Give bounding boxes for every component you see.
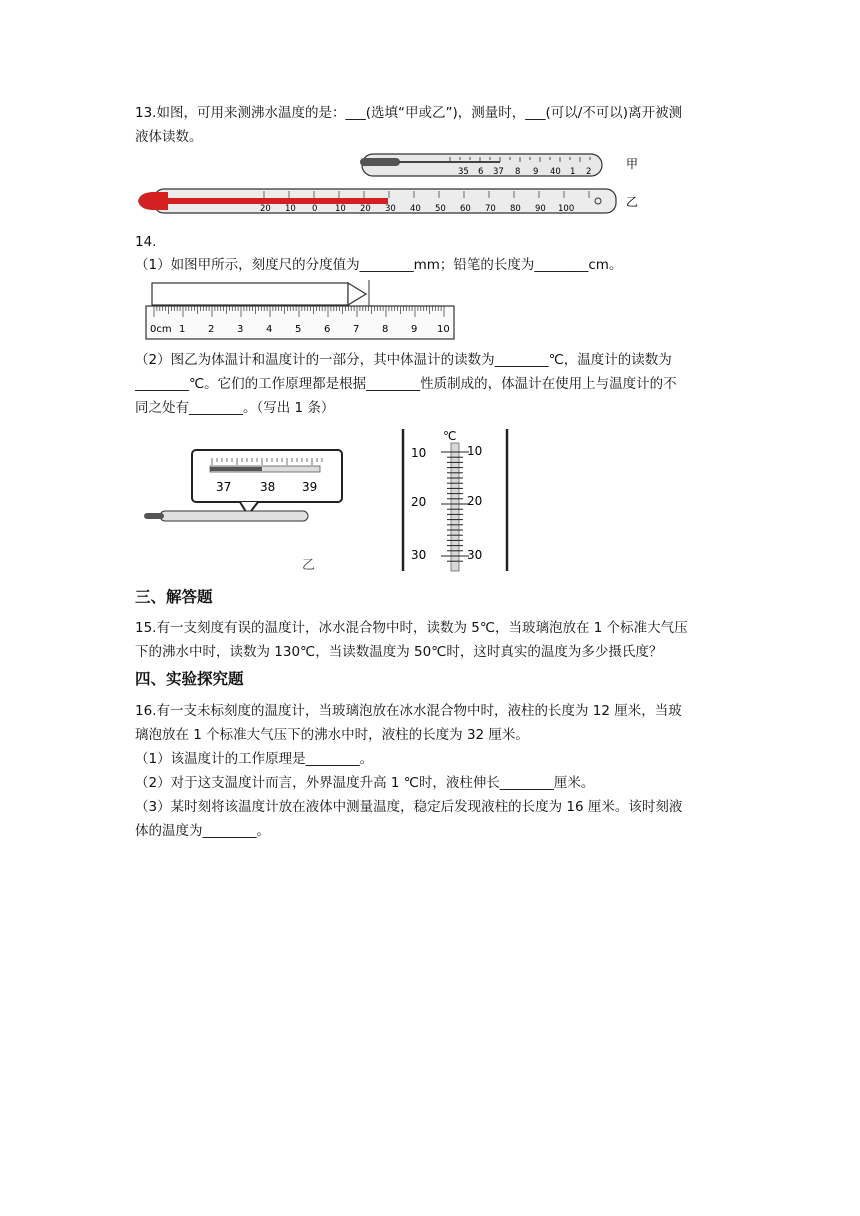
yi-tick: 60	[460, 204, 471, 214]
yi-tick: 40	[410, 204, 421, 214]
q16-line1: 16.有一支未标刻度的温度计，当玻璃泡放在冰水混合物中时，液柱的长度为 12 厘米，当玻	[135, 703, 682, 719]
lab-left-tick: 30	[411, 548, 427, 562]
yi-tick: 100	[558, 204, 575, 214]
lab-right-tick: 30	[467, 548, 483, 562]
jia-tick: 9	[533, 167, 539, 177]
jia-tick: 6	[478, 167, 484, 177]
lab-right-tick: 20	[467, 494, 483, 508]
ruler-number: 10	[437, 324, 450, 335]
ruler-number: 7	[353, 324, 360, 335]
q16-part1: （1）该温度计的工作原理是________。	[135, 751, 374, 767]
q16-part3-line2: 体的温度为________。	[135, 823, 270, 839]
q14-part2-line2: ________℃。它们的工作原理都是根据________性质制成的，体温计在使用上与温度计的不	[135, 376, 677, 392]
q14-number: 14.	[135, 234, 157, 250]
clinical-tick: 39	[302, 480, 318, 494]
ruler-number: 4	[266, 324, 273, 335]
ruler-number: 9	[411, 324, 418, 335]
yi-tick: 20	[260, 204, 271, 214]
q14-part2-line1: （2）图乙为体温计和温度计的一部分，其中体温计的读数为________℃，温度计的读数为	[135, 352, 672, 368]
ruler-unit: 0cm	[150, 324, 172, 335]
lab-left-tick: 20	[411, 495, 427, 509]
yi-tick: 10	[285, 204, 296, 214]
jia-tick: 1	[570, 167, 576, 177]
q16-line2: 璃泡放在 1 个标准大气压下的沸水中时，液柱的长度为 32 厘米。	[135, 727, 529, 743]
ruler-number: 6	[324, 324, 331, 335]
q14-part2-line3: 同之处有________。（写出 1 条）	[135, 400, 335, 416]
label-jia: 甲	[626, 157, 639, 171]
section-4-title: 四、实验探究题	[135, 670, 244, 688]
section-3-title: 三、解答题	[135, 588, 213, 606]
yi-tick: 70	[485, 204, 496, 214]
yi-tick: 90	[535, 204, 546, 214]
lab-right-tick: 10	[467, 444, 483, 458]
lab-thermometer-figure	[395, 425, 515, 575]
clinical-tick: 38	[260, 480, 276, 494]
yi-tick: 0	[312, 204, 318, 214]
jia-tick: 37	[493, 167, 504, 177]
q13-line1: 13.如图，可用来测沸水温度的是：___(选填“甲或乙”)，测量时，___(可以/不可以)离开被测	[135, 105, 683, 121]
clinical-tick: 37	[216, 480, 232, 494]
q16-part2: （2）对于这支温度计而言，外界温度升高 1 ℃时，液柱伸长________厘米。	[135, 775, 595, 791]
q16-part3-line1: （3）某时刻将该温度计放在液体中测量温度，稳定后发现液柱的长度为 16 厘米。该时刻液	[135, 799, 683, 815]
yi-tick: 30	[385, 204, 396, 214]
yi-tick: 50	[435, 204, 446, 214]
ruler-number: 1	[179, 324, 186, 335]
label-yi: 乙	[626, 195, 639, 209]
jia-tick: 35	[458, 167, 469, 177]
q15-line1: 15.有一支刻度有误的温度计，冰水混合物中时，读数为 5℃，当玻璃泡放在 1 个标准大气压	[135, 620, 688, 636]
fig-label-yi: 乙	[302, 558, 316, 573]
thermometer-yi-figure	[136, 186, 646, 218]
q15-line2: 下的沸水中时，读数为 130℃，当读数温度为 50℃时，这时真实的温度为多少摄氏度？	[135, 644, 663, 660]
ruler-number: 3	[237, 324, 244, 335]
thermometer-jia-figure	[350, 148, 650, 184]
celsius-unit: ℃	[443, 429, 457, 443]
yi-tick: 20	[360, 204, 371, 214]
clinical-thermometer-figure	[140, 425, 380, 575]
jia-tick: 8	[515, 167, 521, 177]
jia-tick: 2	[586, 167, 592, 177]
lab-left-tick: 10	[411, 446, 427, 460]
ruler-number: 5	[295, 324, 302, 335]
yi-tick: 80	[510, 204, 521, 214]
ruler-pencil-figure	[144, 280, 458, 342]
jia-tick: 40	[550, 167, 561, 177]
ruler-number: 2	[208, 324, 215, 335]
yi-tick: 10	[335, 204, 346, 214]
ruler-number: 8	[382, 324, 389, 335]
q14-part1: （1）如图甲所示，刻度尺的分度值为________mm；铅笔的长度为________cm。	[135, 257, 623, 273]
q13-line2: 液体读数。	[135, 129, 203, 145]
